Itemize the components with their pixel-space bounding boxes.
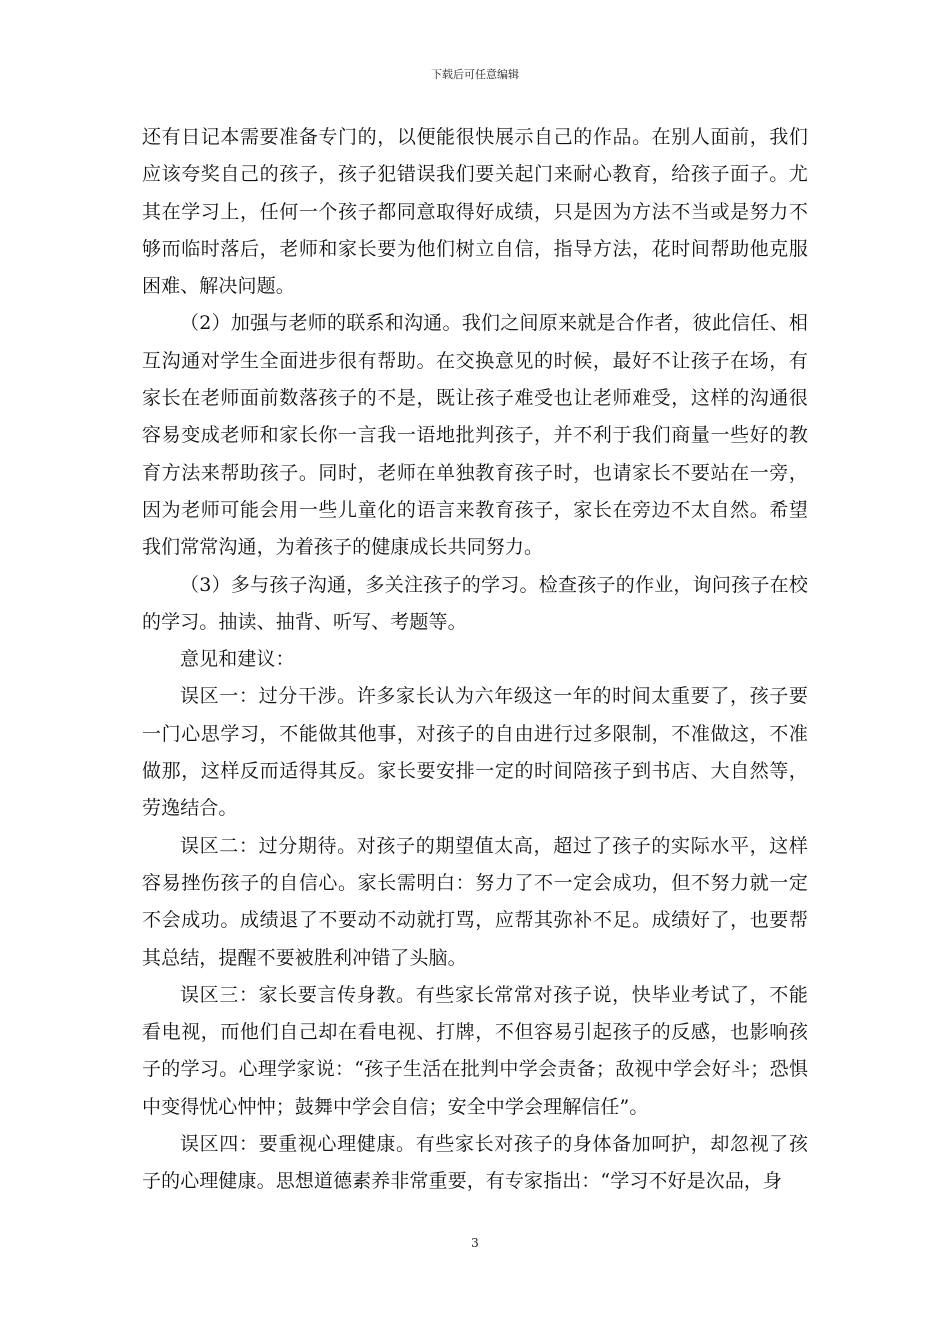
paragraph-8: 误区四：要重视心理健康。有些家长对孩子的身体备加呵护，却忽视了孩子的心理健康。思想道德素养非常重要，有专家指出：“学习不好是次品，身 [142,1133,808,1193]
paragraph-2: （2）加强与老师的联系和沟通。我们之间原来就是合作者，彼此信任、相互沟通对学生全面进步很有帮助。在交换意见的时候，最好不让孩子在场，有家长在老师面前数落孩子的不是，既让孩子难受也让老师难受，这样的沟通很容易变成老师和家长你一言我一语地批判孩子，并不利于我们商量一些好的教育方法来帮助孩子。同时，老师在单独教育孩子时，也请家长不要站在一旁，因为老师可能会用一些儿童化的语言来教育孩子，家长在旁边不太自然。希望我们常常沟通，为着孩子的健康成长共同努力。 [142,312,808,559]
paragraph-6: 误区二：过分期待。对孩子的期望值太高，超过了孩子的实际水平，这样容易挫伤孩子的自信心。家长需明白：努力了不一定会成功，但不努力就一定不会成功。成绩退了不要动不动就打骂，应帮其弥补不足。成绩好了，也要帮其总结，提醒不要被胜利冲错了头脑。 [142,834,808,969]
paragraph-3: （3）多与孩子沟通，多关注孩子的学习。检查孩子的作业，询问孩子在校的学习。抽读、抽背、听写、考题等。 [142,573,808,633]
paragraph-4: 意见和建议： [180,648,295,671]
paragraph-5: 误区一：过分干涉。许多家长认为六年级这一年的时间太重要了，孩子要一门心思学习，不能做其他事，对孩子的自由进行过多限制，不准做这，不准做那，这样反而适得其反。家长要安排一定的时间陪孩子到书店、大自然等，劳逸结合。 [142,685,808,820]
body-text [142,119,808,1201]
page-header: 下载后可任意编辑 [431,68,519,81]
paragraph-7: 误区三：家长要言传身教。有些家长常常对孩子说，快毕业考试了，不能看电视，而他们自己却在看电视、打牌，不但容易引起孩子的反感，也影响孩子的学习。心理学家说：“孩子生活在批判中学会责备；敌视中学会好斗；恐惧中变得忧心忡忡；鼓舞中学会自信；安全中学会理解信任”。 [142,983,808,1118]
page-number: 3 [471,1236,479,1250]
paragraph-1: 还有日记本需要准备专门的，以便能很快展示自己的作品。在别人面前，我们应该夸奖自己的孩子，孩子犯错误我们要关起门来耐心教育，给孩子面子。尤其在学习上，任何一个孩子都同意取得好成绩，只是因为方法不当或是努力不够而临时落后，老师和家长要为他们树立自信，指导方法，花时间帮助他克服困难、解决问题。 [142,126,808,298]
